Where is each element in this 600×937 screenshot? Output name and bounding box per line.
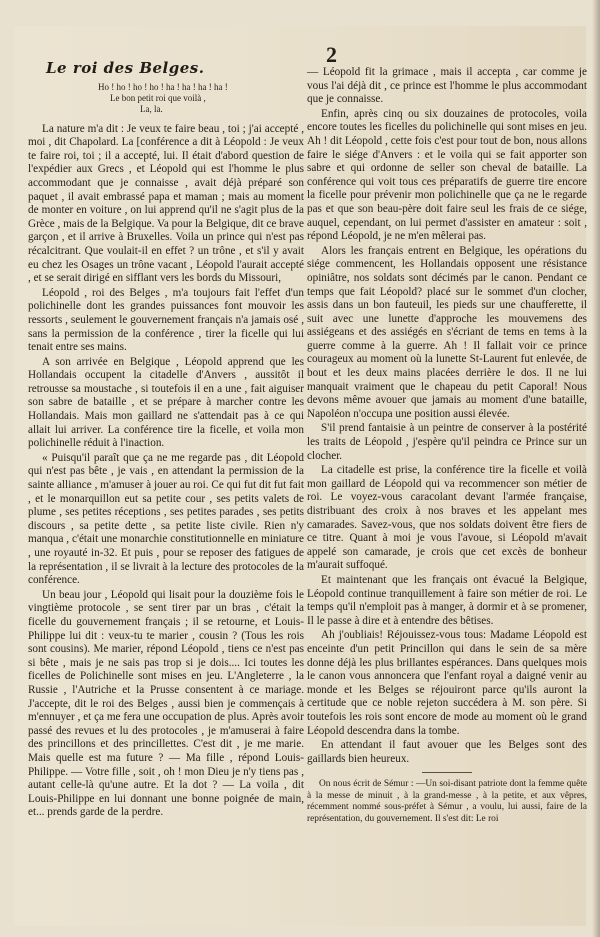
paragraph: Léopold , roi des Belges , m'a toujours fait l'effet d'un polichinelle dont les grandes puissances font mouvoir les ressorts , seulement le gouvernement français n'a jamais osé , sans la permission de la conférence , tirer la ficelle qui lui tenait entre ses mains. [28, 286, 304, 354]
paragraph: « Puisqu'il paraît que ça ne me regarde pas , dit Léopold qui n'est pas bête , je vais , en attendant la permission de la sainte alliance , m'amuser à jouer au roi. Ce qui fut dit fut fait , et le monarquillon eut sa petite cour , ses petits valets de plume , ses petites réceptions , ses petites parades , ses petits discours , sa petite dette , sa petite liste civile. Rien n'y manqua , c'était une monarchie constitutionnelle en miniature , une royauté in-32. Et puis , pour se reposer des fatigues de la représentation , il se livrait à la lecture des protocoles de la conférence. [28, 451, 304, 587]
epigraph-line: Ho ! ho ! ho ! ho ! ha ! ha ! ha ! ha ! [98, 81, 228, 92]
footnote: On nous écrit de Sémur : —Un soi-disant patriote dont la femme quête à la messe de minuit , à la grand-messe , à la petite, et aux vêpres, récemment nommé sous-préfet à Sémur , a voulu, lui aussi, faire de la représentation, du gouvernement. Il s'est dit: Le roi [307, 779, 587, 824]
section-divider [422, 772, 472, 773]
epigraph-line: La, la. [140, 103, 163, 114]
paragraph: S'il prend fantaisie à un peintre de conserver à la postérité les traits de Léopold , j'espère qu'il peindra ce Prince sur un clocher. [307, 422, 587, 462]
epigraph [28, 82, 304, 115]
epigraph-line: Le bon petit roi que voilà , [110, 92, 206, 103]
paragraph: En attendant il faut avouer que les Belges sont des gaillards bien heureux. [307, 739, 587, 765]
right-column [307, 66, 587, 825]
paragraph: Un beau jour , Léopold qui lisait pour la douzième fois le vingtième protocole , se sent tirer par un bras , c'était la ficelle du gouvernement français ; il se retourne, et Louis-Philippe lui dit : veux-tu te marier , cousin ? (Tous les rois sont cousins). Me marier, répond Léopold , tiens ce n'est pas si bête , mais je ne sais pas trop si je dois.... Ici toutes les ficelles de Polichinelle sont mises en jeu. L'Angleterre , la Russie , l'Autriche et la Prusse consentent à ce mariage. J'accepte, dit le roi des Belges , aussi bien je commençais à m'ennuyer , et ça me fera une occupation de plus. Après avoir passé des revues et lu des protocoles , je m'amuserai à faire des princillons et des princillettes. C'est dit , je me marie. Mais quelle est ma future ? — Ma fille , répond Louis-Philippe. — Votre fille , soit , oh ! mon Dieu je n'y tiens pas , autant celle-là qu'une autre. Et la dot ? — La voila , dit Louis-Philippe en lui donnant une bonne poignée de main, et... prends garde de la perdre. [28, 588, 304, 819]
article-title: Le roi des Belges. [46, 59, 205, 77]
paragraph: Enfin, après cinq ou six douzaines de protocoles, voila encore toutes les ficelles du polichinelle qui sont mises en jeu. Ah ! dit Léopold , cette fois c'est pour tout de bon, nous allons faire le siége d'Anvers : et le voila qui se fait apporter son sabre et qui ordonne de seller son cheval de bataille. La conférence qui voit tous ces préparatifs de guerre tire encore la ficelle pour prévenir mon polichinelle que ça ne le regarde pas et que son beau-père doit faire seul les frais de ce siége, auquel, cependant, on lui permet d'assister en amateur : soit , répond Léopold, je ne m'en mêlerai pas. [307, 107, 587, 243]
paragraph: Alors les français entrent en Belgique, les opérations du siége commencent, les Hollandais opposent une résistance opiniâtre, nos soldats sont décimés par le canon. Pendant ce temps que fait Léopold? placé sur le sommet d'un clocher, assis dans un bon fauteuil, les pieds sur une chaufferette, il suit avec une lunette d'approche les mouvemens des assiégeans et des assiégés en s'écriant de tems en tems à la guerre comme à la guerre. Ah ! Il fallait voir ce prince courageux au moment où la lunette St-Laurent fut enlevée, de bout et les deux mains placées derrière le dos. Il ne lui manquait vraiment que le chapeau du petit Caporal! Nous devons même avouer que jamais au moment d'une bataille, Napoléon n'occupa une position aussi élevée. [307, 244, 587, 420]
page-number: 2 [326, 42, 337, 67]
left-column [28, 59, 304, 821]
paragraph: Ah j'oubliais! Réjouissez-vous tous: Madame Léopold est enceinte d'un petit Princillon qui dans le sein de sa mère donne déjà les plus brillantes espérances. Dans quelques mois le canon vous annoncera que l'enfant royal a daigné venir au monde et les Belges se réjouiront parce qu'ils auront la certitude que ce noble rejeton succédera à M. son père. Si toutefois les rois sont encore de mode au moment où le grand Léopold descendra dans la tombe. [307, 629, 587, 737]
paragraph: La citadelle est prise, la conférence tire la ficelle et voilà mon gaillard de Léopold qui va recommencer son métier de roi. Le voyez-vous caracolant devant l'armée française, distribuant des croix à nos braves et les appelant mes camarades. Savez-vous, que nos soldats doivent être fiers de ce titre. Quant à moi je vous l'avoue, si Léopold m'avait appelé son camarade, je crois que cet excès de bonheur m'aurait suffoqué. [307, 464, 587, 572]
paragraph: A son arrivée en Belgique , Léopold apprend que les Hollandais occupent la citadelle d'Anvers , aussitôt il retrousse sa moustache , si toutefois il en a une , fait aiguiser son sabre de bataille , et se prépare à marcher contre les Hollandais. Mais mon gaillard ne s'attendait pas à ce qui allait lui arriver. La conférence tire la ficelle, et voila mon polichinelle réduit à l'inaction. [28, 355, 304, 450]
page-edge-shadow [592, 0, 600, 937]
paragraph: — Léopold fit la grimace , mais il accepta , car comme je vous l'ai déjà dit , ce prince est l'homme le plus accommodant que je connaisse. [307, 66, 587, 106]
paragraph: La nature m'a dit : Je veux te faire beau , toi ; j'ai accepté , moi , dit Chapolard. La [conférence a dit à Léopold : Je veux te faire roi, toi ; il a accepté, lui. Il était d'abord question de l'expédier aux Grecs , et Léopold qui est l'homme le plus accommodant que je connaisse , avait déjà préparé son paquet , il avait embrassé papa et maman ; mais au moment de monter en voiture , on lui apprend qu'il ne s'agit plus de la Grèce , mais de la Belgique. Va pour la Belgique, dit ce brave garçon , et il arrive à Bruxelles. Voila un prince qui n'est pas récalcitrant. Que voulait-il en effet ? un trône , et s'il y avait eu chez les Osages un trône vacant , Léopold l'aurait accepté , et se serait dirigé en sifflant vers les bords du Missouri, [28, 122, 304, 285]
paragraph: Et maintenant que les français ont évacué la Belgique, Léopold continue tranquillement à faire son métier de roi. Le temps qu'il n'emploit pas à manger, à dormir et à se promener, Il le passe à dire et à entendre des bêtises. [307, 573, 587, 627]
